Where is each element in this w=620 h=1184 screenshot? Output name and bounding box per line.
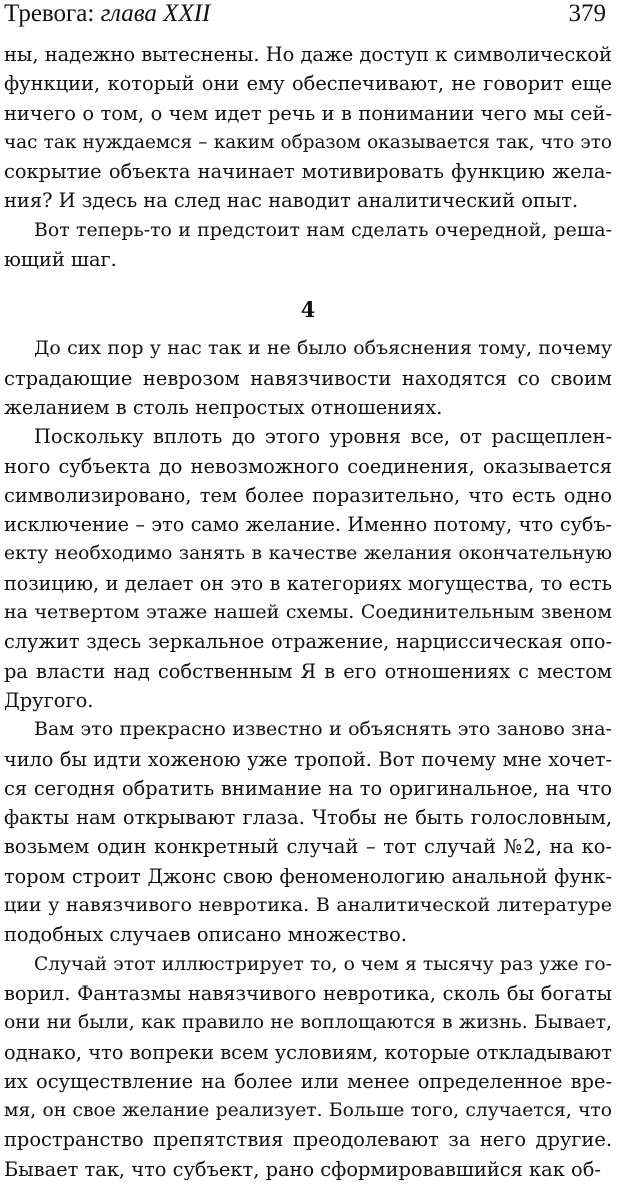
running-head-title <box>4 0 210 28</box>
text-line: ворил. Фантазмы навязчивого невротика, сколь бы богаты <box>4 981 612 1005</box>
paragraph <box>4 40 612 216</box>
text-line: Вот теперь-то и предстоит нам сделать очередной, реша- <box>34 218 612 241</box>
text-line: они ни были, как правило не воплощаются в жизнь. Бывает, <box>4 1012 612 1034</box>
paragraphs-after-section <box>4 334 612 1184</box>
text-line: ничего о том, о чем идет речь и в понимании чего мы сей- <box>4 101 612 125</box>
text-line: ны, надежно вытеснены. Но даже доступ к символической <box>4 43 612 66</box>
paragraph <box>4 422 612 715</box>
text-line: желанием в столь непростых отношениях. <box>4 395 443 419</box>
text-line: Бывает так, что субъект, рано сформировавшийся как об- <box>4 1157 601 1181</box>
text-line: пространство препятствия преодолевают за него другие. <box>4 1128 612 1152</box>
text-line: однако, что вопреки всем условиям, которые откладывают <box>4 1040 612 1064</box>
text-line: час так нуждаемся – каким образом оказывается так, что это <box>4 131 612 153</box>
text-line: служит здесь зеркальное отражение, нарциссическая опо- <box>4 630 612 654</box>
text-line: ющий шаг. <box>4 248 117 272</box>
text-line: сокрытие объекта начинает мотивировать функцию жела- <box>4 160 612 184</box>
text-line: Вам это прекрасно известно и объяснять это заново зна- <box>34 718 612 741</box>
running-head-title-italic: глава XXII <box>100 0 211 27</box>
text-line: Поскольку вплоть до этого уровня все, от расщеплен- <box>34 425 612 449</box>
page-number: 379 <box>568 0 606 27</box>
body-text <box>4 40 612 1184</box>
text-line: исключение – это само желание. Именно потому, что субъ- <box>4 513 612 537</box>
text-line: символизировано, тем более поразительно, что есть одно <box>4 483 612 507</box>
text-line: страдающие неврозом навязчивости находятся со своим <box>4 366 612 390</box>
paragraph <box>4 334 612 422</box>
text-line: функции, который они ему обеспечивают, не говорит еще <box>4 72 612 96</box>
text-line: ного субъекта до невозможного соединения, оказывается <box>4 454 612 478</box>
text-line: ся сегодня обратить внимание на то оригинальное, на что <box>4 776 612 800</box>
text-line: факты нам открывают глаза. Чтобы не быть голословным, <box>4 806 612 830</box>
text-line: Случай этот иллюстрирует то, о чем я тысячу раз уже го- <box>34 953 612 975</box>
text-line: ции у навязчивого невротика. В аналитической литературе <box>4 894 612 917</box>
paragraph <box>4 950 612 1184</box>
paragraph <box>4 715 612 949</box>
text-line: До сих пор у нас так и не было объяснения тому, почему <box>34 337 612 360</box>
paragraph <box>4 216 612 275</box>
text-line: позицию, и делает он это в категориях могущества, то есть <box>4 571 612 595</box>
text-line: подобных случаев описано множество. <box>4 923 407 947</box>
text-line: возьмем один конкретный случай – тот случай №2, на ко- <box>4 835 612 859</box>
paragraphs-before-section <box>4 40 612 274</box>
running-head-title-roman: Тревога: <box>4 0 101 27</box>
text-line: Другого. <box>4 688 94 712</box>
text-line: ния? И здесь на след нас наводит аналитический опыт. <box>4 189 579 213</box>
text-line: на четвертом этаже нашей схемы. Соединительным звеном <box>4 601 612 624</box>
text-line: их осуществление на более или менее определенное вре- <box>4 1069 612 1093</box>
text-line: мя, он свое желание реализует. Больше того, случается, что <box>4 1100 612 1122</box>
text-line: екту необходимо занять в качестве желания окончательную <box>4 543 612 565</box>
section-number: 4 <box>300 297 316 323</box>
running-head <box>4 0 612 40</box>
text-line: чило бы идти хоженою уже тропой. Вот почему мне хочет- <box>4 747 612 771</box>
text-line: ра власти над собственным Я в его отношениях с местом <box>4 659 612 683</box>
text-line: тором строит Джонс свою феноменологию анальной функ- <box>4 864 612 888</box>
